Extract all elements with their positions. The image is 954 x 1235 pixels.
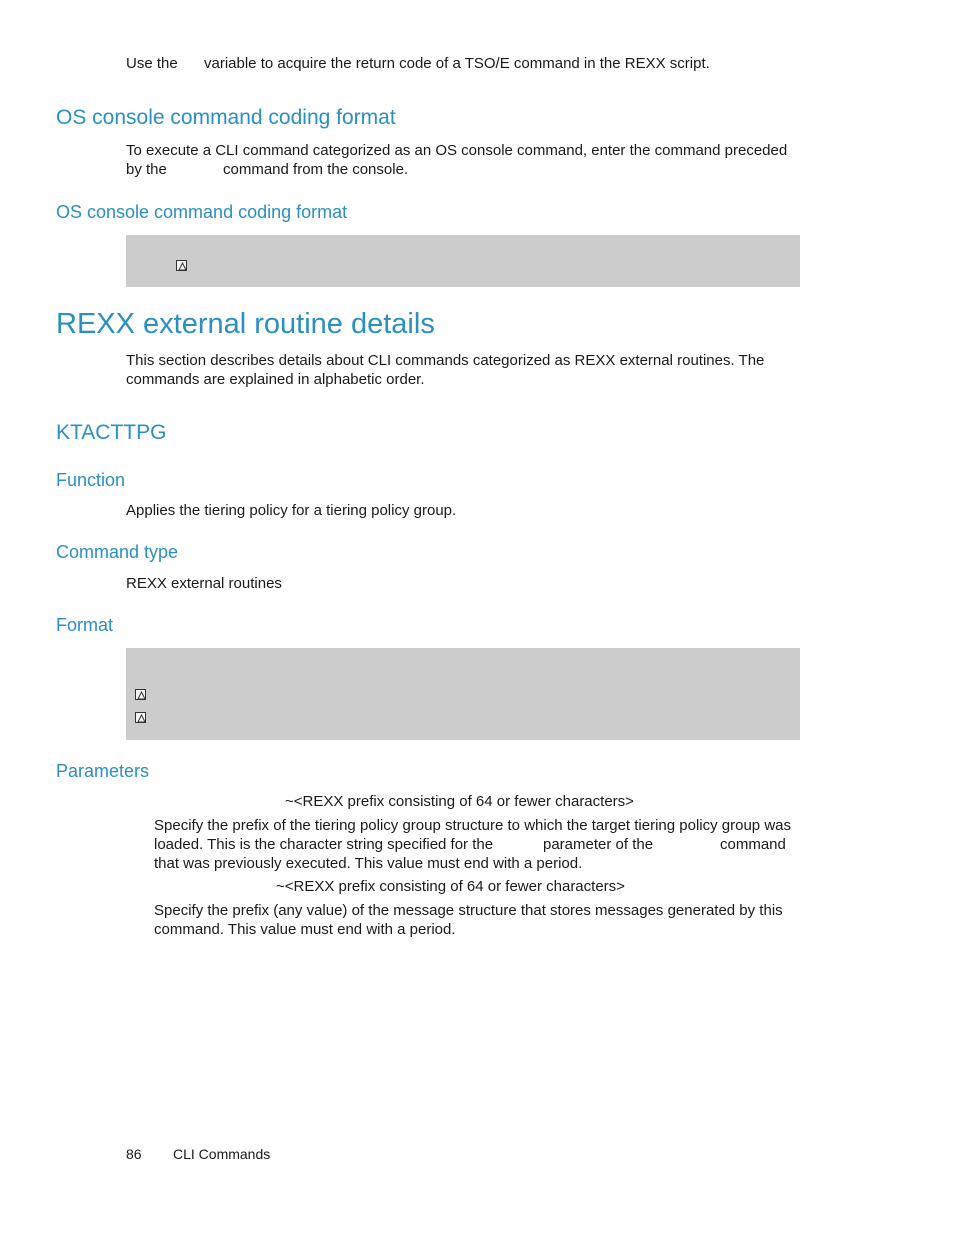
param1-desc-line3: that was previously executed. This value must end with a period. [154,855,583,872]
function-heading: Function [56,470,126,490]
footer-section: CLI Commands [173,1146,271,1162]
rexx-para-line1: This section describes details about CLI commands categorized as REXX external routines. The [126,352,765,369]
param1-value: ~<REXX prefix consisting of 64 or fewer characters> [285,793,634,810]
param2-value: ~<REXX prefix consisting of 64 or fewer characters> [276,878,625,895]
ktacttpg-heading: KTACTTPG [56,421,167,444]
page-number: 86 [126,1146,142,1162]
parameters-heading: Parameters [56,761,150,781]
rexx-heading: REXX external routine details [56,308,435,340]
os-console-code-box [126,235,800,287]
os-console-para-line1: To execute a CLI command categorized as an OS console command, enter the command preceded [126,142,788,159]
param2-desc-line1: Specify the prefix (any value) of the message structure that stores messages generated by this [154,902,783,919]
space-triangle-icon [176,260,187,271]
param1-desc-line2-mid: parameter of the [543,836,654,853]
param2-desc-line2: command. This value must end with a period. [154,921,456,938]
space-triangle-icon [135,712,146,723]
intro-text-end: variable to acquire the return code of a TSO/E command in the REXX script. [204,55,710,72]
param1-desc-line2-end: command [720,836,786,853]
os-console-para-line2-start: by the [126,161,167,178]
os-console-heading: OS console command coding format [56,106,396,129]
function-text: Applies the tiering policy for a tiering policy group. [126,502,457,519]
format-code-box [126,648,800,740]
param1-desc-line2-start: loaded. This is the character string specified for the [154,836,494,853]
command-type-text: REXX external routines [126,575,282,592]
intro-text-start: Use the [126,55,178,72]
os-console-subheading: OS console command coding format [56,202,348,222]
format-heading: Format [56,615,114,635]
space-triangle-icon [135,689,146,700]
rexx-para-line2: commands are explained in alphabetic order. [126,371,425,388]
command-type-heading: Command type [56,542,179,562]
param1-desc-line1: Specify the prefix of the tiering policy group structure to which the target tiering policy group was [154,817,791,834]
os-console-para-line2-end: command from the console. [223,161,409,178]
